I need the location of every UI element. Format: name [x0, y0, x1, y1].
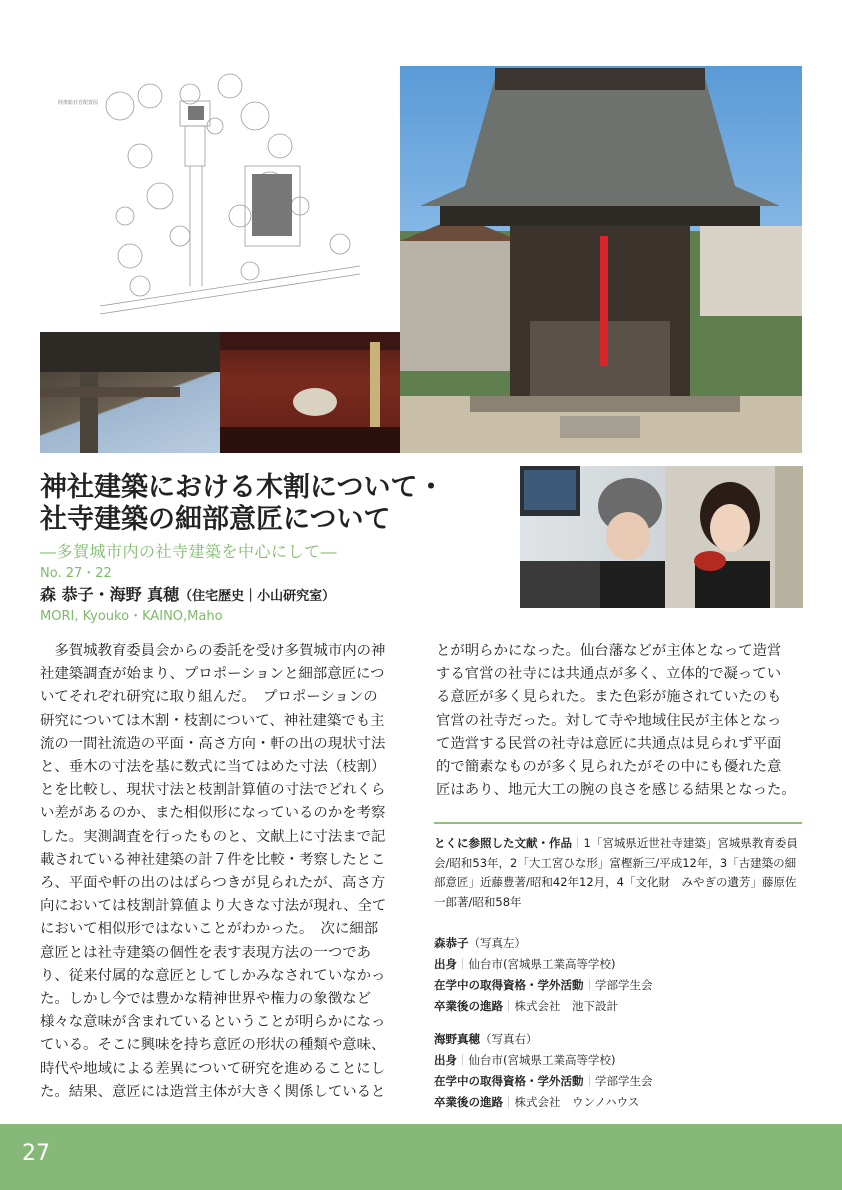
title-line-1: 神社建築における木割について・ [40, 472, 445, 503]
body-text-line: 官営の社寺だった。対して寺や地域住民が主体となっ [436, 712, 782, 729]
page-number: 27 [22, 1141, 50, 1166]
separator: ｜ [457, 1053, 469, 1067]
carving-detail-photo [220, 332, 400, 453]
title-line-2: 社寺建築の細部意匠について [40, 504, 391, 535]
article-title [40, 472, 510, 536]
career-value: 株式会社 池下設計 [514, 999, 618, 1013]
separator: ｜ [457, 957, 469, 971]
section-divider [434, 822, 802, 824]
profile-photo-note: （写真右） [480, 1032, 538, 1046]
separator: ｜ [503, 999, 515, 1013]
activity-value: 学部学生会 [595, 1074, 653, 1088]
eave-detail-photo [40, 332, 220, 453]
body-text-line: いてそれぞれ研究に取り組んだ。 プロポーションの [40, 689, 378, 706]
body-text-line: と、垂木の寸法を基に数式に当てはめた寸法（枝割） [40, 759, 386, 776]
profile-mori [434, 933, 804, 1017]
body-text-line: において相似形ではないことがわかった。 次に細部 [40, 921, 379, 938]
body-text-line: する官営の社寺には共通点が多く、立体的で凝ってい [436, 666, 782, 683]
profile-kaino [434, 1029, 804, 1113]
body-text-line: る意匠が多く見られた。また色彩が施されていたのも [436, 689, 782, 706]
separator: ｜ [583, 978, 595, 992]
body-text-line: て造営する民営の社寺は意匠に共通点は見られず平面 [436, 735, 782, 752]
body-text-line: た。しかし今では豊かな精神世界や権力の象徴など [40, 991, 371, 1008]
body-text-line: とが明らかになった。仙台藩などが主体となって造営 [436, 643, 782, 659]
site-plan-drawing [40, 66, 400, 332]
origin-value: 仙台市(宮城県工業高等学校) [468, 1053, 616, 1067]
origin-label: 出身 [434, 957, 457, 971]
author-names-text: 森 恭子・海野 真穂 [40, 585, 180, 604]
career-label: 卒業後の進路 [434, 1095, 503, 1109]
shrine-photo [400, 66, 802, 453]
body-text-line: ろ、平面や軒の出のはばらつきが見られたが、高さ方 [40, 875, 386, 892]
references-label: とくに参照した文献・作品 [434, 836, 572, 850]
career-value: 株式会社 ウンノハウス [514, 1095, 640, 1109]
activity-label: 在学中の取得資格・学外活動 [434, 978, 584, 992]
author-romaji: MORI, Kyouko・KAINO,Maho [40, 609, 223, 624]
body-text-line: とを比較し、現状寸法と枝割計算値の寸法でどれくら [40, 782, 386, 799]
body-text-line: 的で簡素なものが多く見られたがその中にも優れた意 [436, 759, 782, 776]
body-text-line: り、従来付属的な意匠としてしかみなされていなかっ [40, 967, 386, 984]
body-text-line: ている。そこに興味を持ち意匠の形状の種類や意味、 [40, 1037, 386, 1054]
activity-label: 在学中の取得資格・学外活動 [434, 1074, 584, 1088]
separator: ｜ [503, 1095, 515, 1109]
plan-caption: 陸奥総社宮配置図 [58, 100, 99, 106]
author-names [40, 582, 335, 605]
body-text-line: 様々な意味が含まれているということが明らかになっ [40, 1014, 386, 1031]
body-text-line: た。結果、意匠には造営主体が大きく関係していると [40, 1083, 386, 1100]
author-affiliation: （住宅歴史｜小山研究室） [179, 589, 336, 604]
career-label: 卒業後の進路 [434, 999, 503, 1013]
profile-name: 森恭子 [434, 936, 469, 950]
origin-label: 出身 [434, 1053, 457, 1067]
body-text-line: 流の一間社流造の平面・高さ方向・軒の出の現状寸法 [40, 735, 386, 752]
project-number: No. 27・22 [40, 566, 112, 581]
body-column-2 [436, 640, 802, 802]
body-text-line: 多賀城教育委員会からの委託を受け多賀城市内の神 [40, 643, 386, 659]
separator: ｜ [583, 1074, 595, 1088]
body-column-1 [40, 640, 406, 1104]
body-text-line: 研究については木割・枝割について、神社建築でも主 [40, 712, 385, 729]
body-text-line: い差があるのか、また相似形になっているのかを考察 [40, 805, 386, 822]
references [434, 834, 804, 912]
references-text: 1「宮城県近世社寺建築」宮城県教育委員会/昭和53年，2「大工宮ひな形」富樫新三/平成12年，3「古建築の細部意匠」近藤豊著/昭和42年12月，4「文化財 みやぎの遺芳」藤原佐一郎著/昭和58年 [434, 836, 798, 909]
body-text-line: 匠はあり、地元大工の腕の良さを感じる結果となった。 [436, 782, 796, 799]
separator: ｜ [572, 836, 584, 850]
body-text-line: 意匠とは社寺建築の個性を表す表現方法の一つであ [40, 944, 371, 961]
profile-photo-note: （写真左） [468, 936, 526, 950]
origin-value: 仙台市(宮城県工業高等学校) [468, 957, 616, 971]
footer-bar [0, 1124, 842, 1190]
body-text-line: した。実測調査を行ったものと、文献上に寸法まで記 [40, 828, 386, 845]
body-text-line: 載されている神社建築の計７件を比較・考察したとこ [40, 851, 386, 868]
activity-value: 学部学生会 [595, 978, 653, 992]
authors-portrait-photo [520, 466, 803, 608]
profile-name: 海野真穂 [434, 1032, 480, 1046]
body-text-line: 時代や地域による差異について研究を進めることにし [40, 1060, 386, 1077]
body-text-line: 社建築調査が始まり、プロポーションと細部意匠につ [40, 666, 385, 683]
body-text-line: 向においては枝割計算値より大きな寸法が現れ、全て [40, 898, 387, 915]
article-subtitle: ―多賀城市内の社寺建築を中心にして― [40, 542, 338, 561]
